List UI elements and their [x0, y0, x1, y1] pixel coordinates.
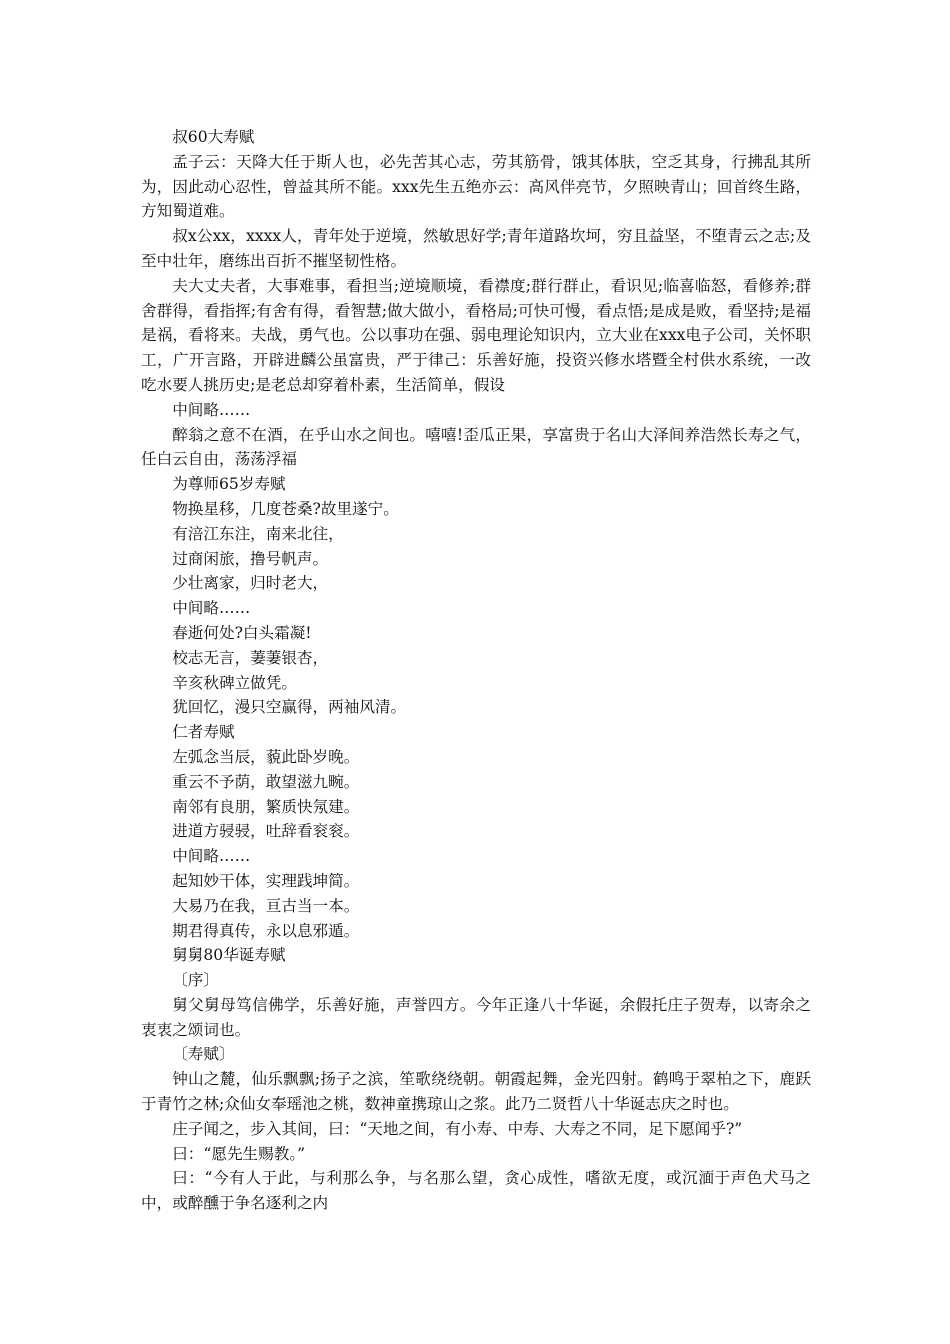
title-teacher-65: 为尊师65岁寿赋 [172, 475, 286, 494]
verse-line: 大易乃在我，亘古当一本。 [172, 896, 360, 915]
verse-line: 有涪江东注，南来北往， [172, 524, 344, 543]
paragraph: 舅父舅母笃信佛学，乐善好施，声誉四方。今年正逢八十华诞，余假托庄子贺寿，以寄余之衷衷之颂词也。 [141, 995, 811, 1039]
section-label-ode: 〔寿赋〕 [172, 1045, 235, 1064]
verse-line: 犹回忆，漫只空赢得，两袖风清。 [172, 698, 407, 717]
verse-line: 少壮离家，归时老大， [172, 574, 329, 593]
paragraph: 曰：“愿先生赐教。” [172, 1144, 306, 1163]
verse-line: 重云不予荫，敢望滋九畹。 [172, 772, 360, 791]
verse-line: 物换星移，几度苍桑?故里遂宁。 [172, 499, 399, 518]
verse-line: 过商闲旅，撸号帆声。 [172, 549, 329, 568]
paragraph: 庄子闻之，步入其间，曰：“天地之间，有小寿、中寿、大寿之不同，足下愿闻乎?” [172, 1119, 743, 1138]
paragraph: 醉翁之意不在酒，在乎山水之间也。嘻嘻!歪瓜正果，享富贵于名山大泽间养浩然长寿之气，任白云自由，荡荡浮福 [141, 425, 811, 469]
verse-line: 进道方骎骎，吐辞看衮衮。 [172, 822, 360, 841]
verse-line: 南邻有良朋，繁质快氖建。 [172, 797, 360, 816]
verse-line: 春逝何处?白头霜凝! [172, 623, 312, 642]
omission-note: 中间略…… [172, 599, 251, 618]
verse-line: 左弧念当辰，藐此卧岁晚。 [172, 747, 360, 766]
verse-line: 校志无言，萋萋银杏， [172, 648, 329, 667]
title-uncle-80: 舅舅80华诞寿赋 [172, 946, 286, 965]
document-body [141, 125, 811, 1216]
omission-note: 中间略…… [172, 400, 251, 419]
paragraph: 叔x公xx，xxxx人，青年处于逆境，然敏思好学;青年道路坎坷，穷且益坚，不堕青云之志;及至中壮年，磨练出百折不摧坚韧性格。 [141, 227, 811, 270]
verse-line: 起知妙干体，实理践坤简。 [172, 871, 360, 890]
omission-note: 中间略…… [172, 847, 251, 866]
title-uncle-60: 叔60大寿赋 [172, 128, 255, 146]
paragraph: 孟子云：天降大任于斯人也，必先苦其心志，劳其筋骨，饿其体肤，空乏其身，行拂乱其所为，因此动心忍性，曾益其所不能。xxx先生五绝亦云：高风伴亮节，夕照映青山；回首终生路，方知蜀道难。 [141, 152, 811, 221]
verse-line: 期君得真传，永以息邪遁。 [172, 921, 360, 940]
title-benevolent: 仁者寿赋 [172, 723, 235, 742]
verse-line: 辛亥秋碑立做凭。 [172, 673, 297, 692]
section-label-preface: 〔序〕 [172, 971, 219, 990]
paragraph: 钟山之麓，仙乐飘飘;扬子之滨，笙歌绕绕朝。朝霞起舞，金光四射。鹤鸣于翠柏之下，鹿跃于青竹之林;众仙女奉瑶池之桃，数神童携琼山之浆。此乃二贤哲八十华诞志庆之时也。 [141, 1070, 811, 1114]
paragraph: 曰：“今有人于此，与利那么争，与名那么望，贪心成性，嗜欲无度，或沉湎于声色犬马之中，或醉醺于争名逐利之内 [141, 1169, 811, 1213]
paragraph: 夫大丈夫者，大事难事，看担当;逆境顺境，看襟度;群行群止，看识见;临喜临怒，看修养;群舍群得，看指挥;有舍有得，看智慧;做大做小，看格局;可快可慢，看点悟;是成是败，看坚持;是福是祸，看将来。夫战，勇气也。公以事功在强、弱电理论知识内，立大业在xxx电子公司，关怀职工，广开言路，开辟进麟公虽富贵，严于律己：乐善好施，投资兴修水塔暨全村供水系统，一改吃水要人挑历史;是老总却穿着朴素，生活简单，假设 [141, 276, 811, 394]
